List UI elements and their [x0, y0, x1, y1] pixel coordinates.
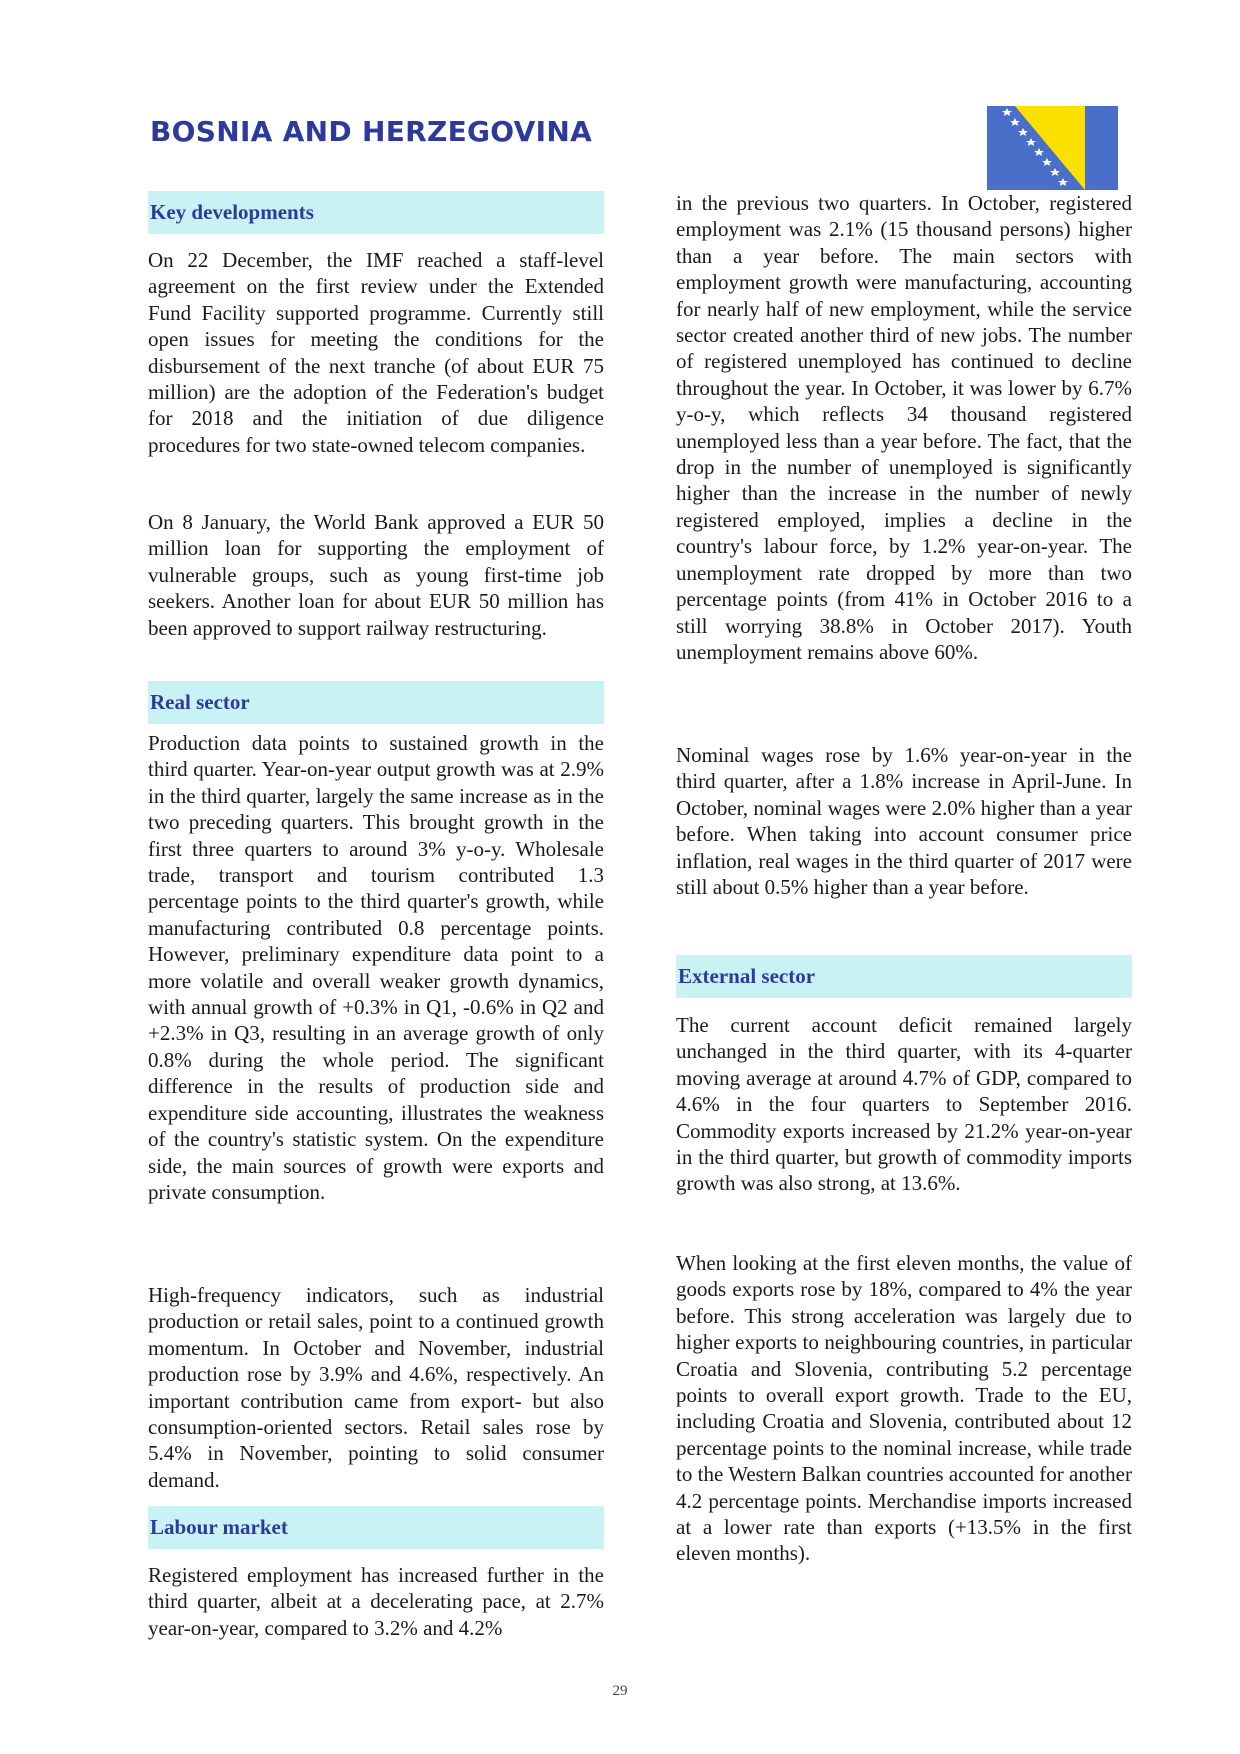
heading-external-sector: External sector [676, 955, 1132, 998]
labour-market-paragraph-1-continued: in the previous two quarters. In October, registered employment was 2.1% (15 thousand persons) higher than a year before. The main sectors with employment growth were manufacturing, accounting for nearly half of new employment, while the service sector created another third of new jobs. The number of registered unemployed has continued to decline throughout the year. In October, it was lower by 6.7% y-o-y, which reflects 34 thousand registered unemployed less than a year before. The fact, that the drop in the number of unemployed is significantly higher than the increase in the number of newly registered employed, implies a decline in the country's labour force, by 1.2% year-on-year. The unemployment rate dropped by more than two percentage points (from 41% in October 2016 to a still worrying 38.8% in October 2017). Youth unemployment remains above 60%. [676, 191, 1132, 664]
heading-key-developments: Key developments [148, 191, 604, 234]
labour-market-paragraph-2: Nominal wages rose by 1.6% year-on-year in the third quarter, after a 1.8% increase in April-June. In October, nominal wages were 2.0% higher than a year before. When taking into account consumer price inflation, real wages in the third quarter of 2017 were still about 0.5% higher than a year before. [676, 743, 1132, 900]
page-number: 29 [612, 1683, 628, 1699]
external-sector-paragraph-2: When looking at the first eleven months, the value of goods exports rose by 18%, compared to 4% the year before. This strong acceleration was largely due to higher exports to neighbouring countries, in particular Croatia and Slovenia, contributing 5.2 percentage points to overall export growth. Trade to the EU, including Croatia and Slovenia, contributed about 12 percentage points to the nominal increase, while trade to the Western Balkan countries accounted for another 4.2 percentage points. Merchandise imports increased at a lower rate than exports (+13.5% in the first eleven months). [676, 1251, 1132, 1566]
key-developments-paragraph-1: On 22 December, the IMF reached a staff-level agreement on the first review under the Extended Fund Facility supported programme. Currently still open issues for meeting the conditions for the disbursement of the next tranche (of about EUR 75 million) are the adoption of the Federation's budget for 2018 and the initiation of due diligence procedures for two state-owned telecom companies. [148, 248, 604, 457]
real-sector-paragraph-2: High-frequency indicators, such as industrial production or retail sales, point to a continued growth momentum. In October and November, industrial production rose by 3.9% and 4.6%, respectively. An important contribution came from export- but also consumption-oriented sectors. Retail sales rose by 5.4% in November, pointing to solid consumer demand. [148, 1283, 604, 1492]
labour-market-paragraph-1-start: Registered employment has increased further in the third quarter, albeit at a decelerating pace, at 2.7% year-on-year, compared to 3.2% and 4.2% [148, 1563, 604, 1640]
external-sector-paragraph-1: The current account deficit remained largely unchanged in the third quarter, with its 4-quarter moving average at around 4.7% of GDP, compared to 4.6% in the four quarters to September 2016. Commodity exports increased by 21.2% year-on-year in the third quarter, but growth of commodity imports growth was also strong, at 13.6%. [676, 1013, 1132, 1196]
key-developments-paragraph-2: On 8 January, the World Bank approved a EUR 50 million loan for supporting the employment of vulnerable groups, such as young first-time job seekers. Another loan for about EUR 50 million has been approved to support railway restructuring. [148, 510, 604, 640]
bosnia-flag-icon [987, 106, 1118, 190]
heading-real-sector: Real sector [148, 681, 604, 724]
page-title: BOSNIA AND HERZEGOVINA [150, 115, 593, 148]
real-sector-paragraph-1: Production data points to sustained growth in the third quarter. Year-on-year output growth was at 2.9% in the third quarter, largely the same increase as in the two preceding quarters. This brought growth in the first three quarters to around 3% y-o-y. Wholesale trade, transport and tourism contributed 1.3 percentage points to the third quarter's growth, while manufacturing contributed 0.8 percentage points. However, preliminary expenditure data point to a more volatile and overall weaker growth dynamics, with annual growth of +0.3% in Q1, -0.6% in Q2 and +2.3% in Q3, resulting in an average growth of only 0.8% during the whole period. The significant difference in the results of production side and expenditure side accounting, illustrates the weakness of the country's statistic system. On the expenditure side, the main sources of growth were exports and private consumption. [148, 731, 604, 1204]
heading-labour-market: Labour market [148, 1506, 604, 1549]
